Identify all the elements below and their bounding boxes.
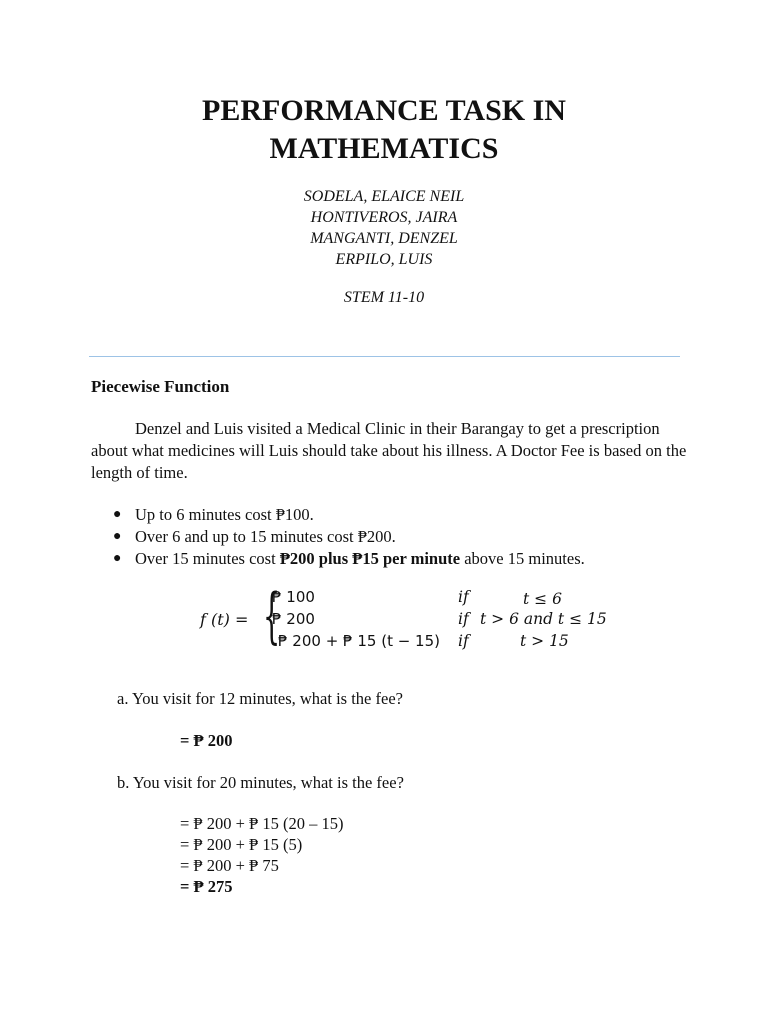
list-item (113, 548, 585, 570)
solution-final: = ₱ 275 (180, 877, 233, 896)
bullet-text: Over 6 and up to 15 minutes cost ₱200. (135, 527, 396, 546)
if-keyword: if (458, 610, 469, 628)
list-item (113, 504, 585, 526)
bullet-icon: ● (113, 507, 122, 522)
if-keyword: if (458, 588, 469, 606)
question-b: b. You visit for 20 minutes, what is the fee? (117, 773, 404, 792)
fee-bullet-list (113, 504, 585, 570)
list-item (113, 526, 585, 548)
author-name: HONTIVEROS, JAIRA (310, 209, 458, 226)
bullet-emphasis: ₱200 plus ₱15 per minute (279, 549, 461, 568)
section-heading: Piecewise Function (91, 377, 230, 396)
if-keyword: if (458, 632, 469, 650)
author-name: SODELA, ELAICE NEIL (303, 188, 465, 205)
solution-step: = ₱ 200 + ₱ 75 (180, 856, 279, 875)
solution-work-b (180, 813, 343, 897)
case-condition: t > 6 and t ≤ 15 (480, 610, 607, 628)
title-line-1: PERFORMANCE TASK IN (202, 94, 566, 127)
horizontal-divider (89, 356, 680, 357)
bullet-icon: ● (113, 551, 122, 566)
solution-step: = ₱ 200 + ₱ 15 (5) (180, 835, 303, 854)
left-brace-icon: { (263, 581, 281, 651)
case-value: ₱ 200 + ₱ 15 (t − 15) (278, 632, 440, 650)
case-condition: t ≤ 6 (523, 590, 562, 608)
bullet-text: above 15 minutes. (460, 549, 585, 568)
document-title (0, 92, 768, 168)
author-list (0, 186, 768, 270)
answer-a: = ₱ 200 (180, 731, 233, 750)
title-line-2: MATHEMATICS (269, 132, 499, 165)
author-name: MANGANTI, DENZEL (310, 230, 458, 247)
case-value: ₱ 200 (272, 610, 315, 628)
paragraph-text: Denzel and Luis visited a Medical Clinic in their Barangay to get a prescription about what medicines will Luis should take about his illness. A Doctor Fee is based on the length of time. (91, 419, 687, 482)
author-name: ERPILO, LUIS (335, 251, 433, 268)
solution-step: = ₱ 200 + ₱ 15 (20 – 15) (180, 814, 344, 833)
bullet-text: Up to 6 minutes cost ₱100. (135, 505, 314, 524)
bullet-icon: ● (113, 529, 122, 544)
bullet-text: Over 15 minutes cost (135, 549, 280, 568)
class-section: STEM 11-10 (343, 289, 425, 306)
function-lhs: f (t) = (200, 610, 249, 629)
question-a: a. You visit for 12 minutes, what is the fee? (117, 689, 403, 708)
piecewise-function (200, 581, 630, 656)
case-condition: t > 15 (520, 632, 569, 650)
problem-paragraph (91, 418, 691, 484)
case-value: ₱ 100 (272, 588, 315, 606)
